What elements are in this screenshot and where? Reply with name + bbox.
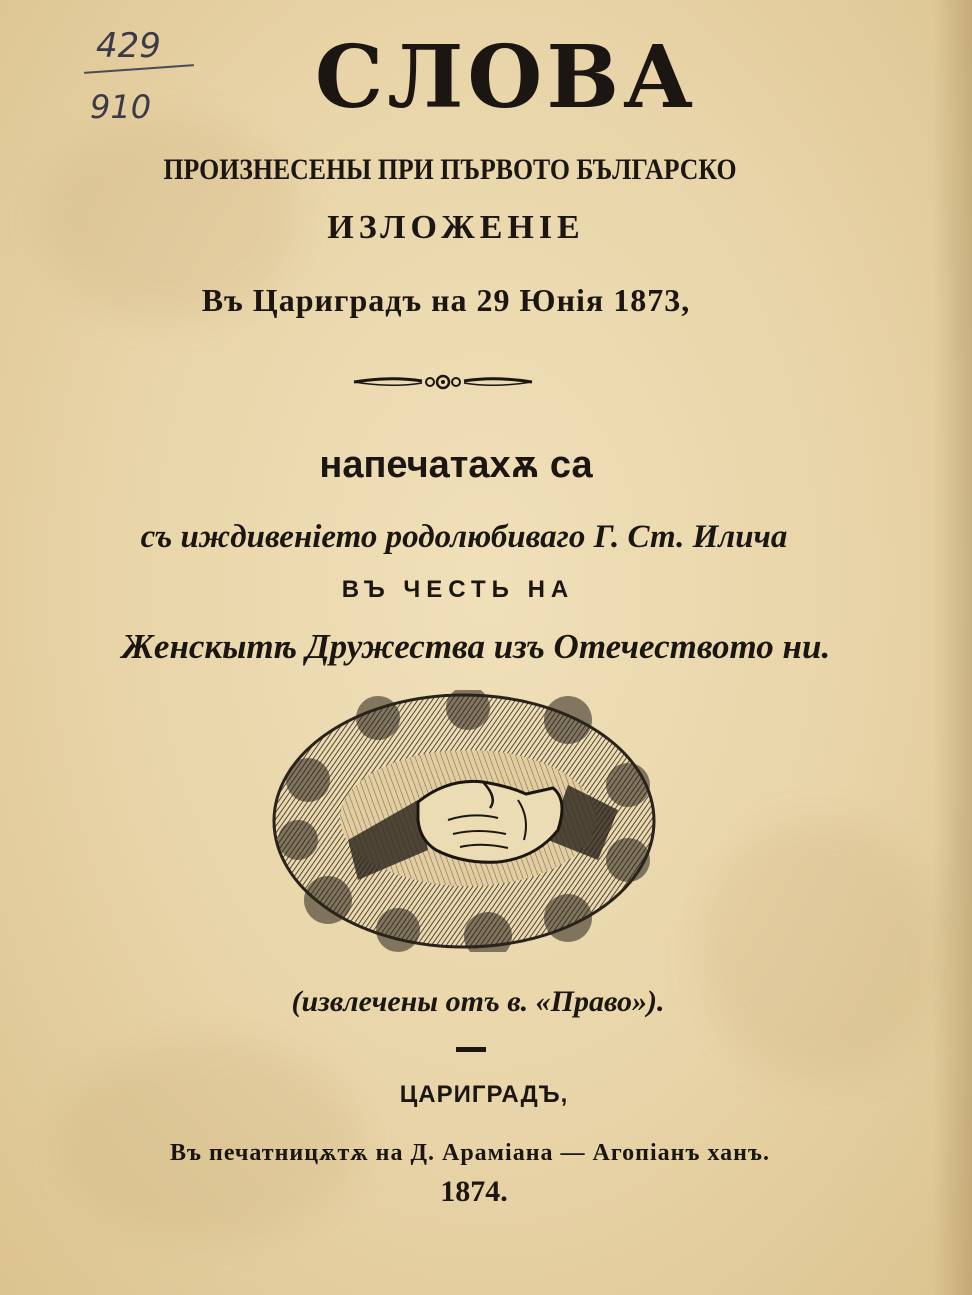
handwritten-note-bottom: 910: [90, 88, 152, 126]
place-of-publication: ЦАРИГРАДЪ,: [399, 1081, 569, 1108]
honor-line: ВЪ ЧЕСТЬ НА: [341, 576, 575, 603]
sponsor-line: съ иждивеніето родолюбиваго Г. Ст. Илича: [140, 519, 788, 555]
subtitle-line-3: Въ Цариградъ на 29 Юнія 1873,: [201, 282, 691, 318]
source-note: (извлечены отъ в. «Право»).: [291, 985, 665, 1018]
subtitle-line-1: ПРОИЗНЕСЕНЫ ПРИ ПЪРВОТО БЪЛГАРСКО: [163, 153, 737, 186]
page-title: СЛОВА: [314, 27, 698, 128]
dedication-line: Женскытѣ Дружества изъ Отечеството ни.: [121, 627, 831, 666]
subtitle-line-2: ИЗЛОЖЕНІЕ: [327, 209, 585, 246]
paper-stain: [700, 820, 940, 1080]
ornamental-rule-icon: [352, 370, 534, 394]
handwritten-note-top: 429: [96, 26, 161, 66]
printed-line: напечатахѫ са: [319, 444, 593, 486]
divider-dash: [456, 1047, 486, 1052]
handshake-vignette-icon: [268, 690, 660, 952]
printer-line: Въ печатницѫтѫ на Д. Арамiана — Агопiанъ ханъ.: [170, 1140, 770, 1166]
publication-year: 1874.: [440, 1175, 508, 1208]
